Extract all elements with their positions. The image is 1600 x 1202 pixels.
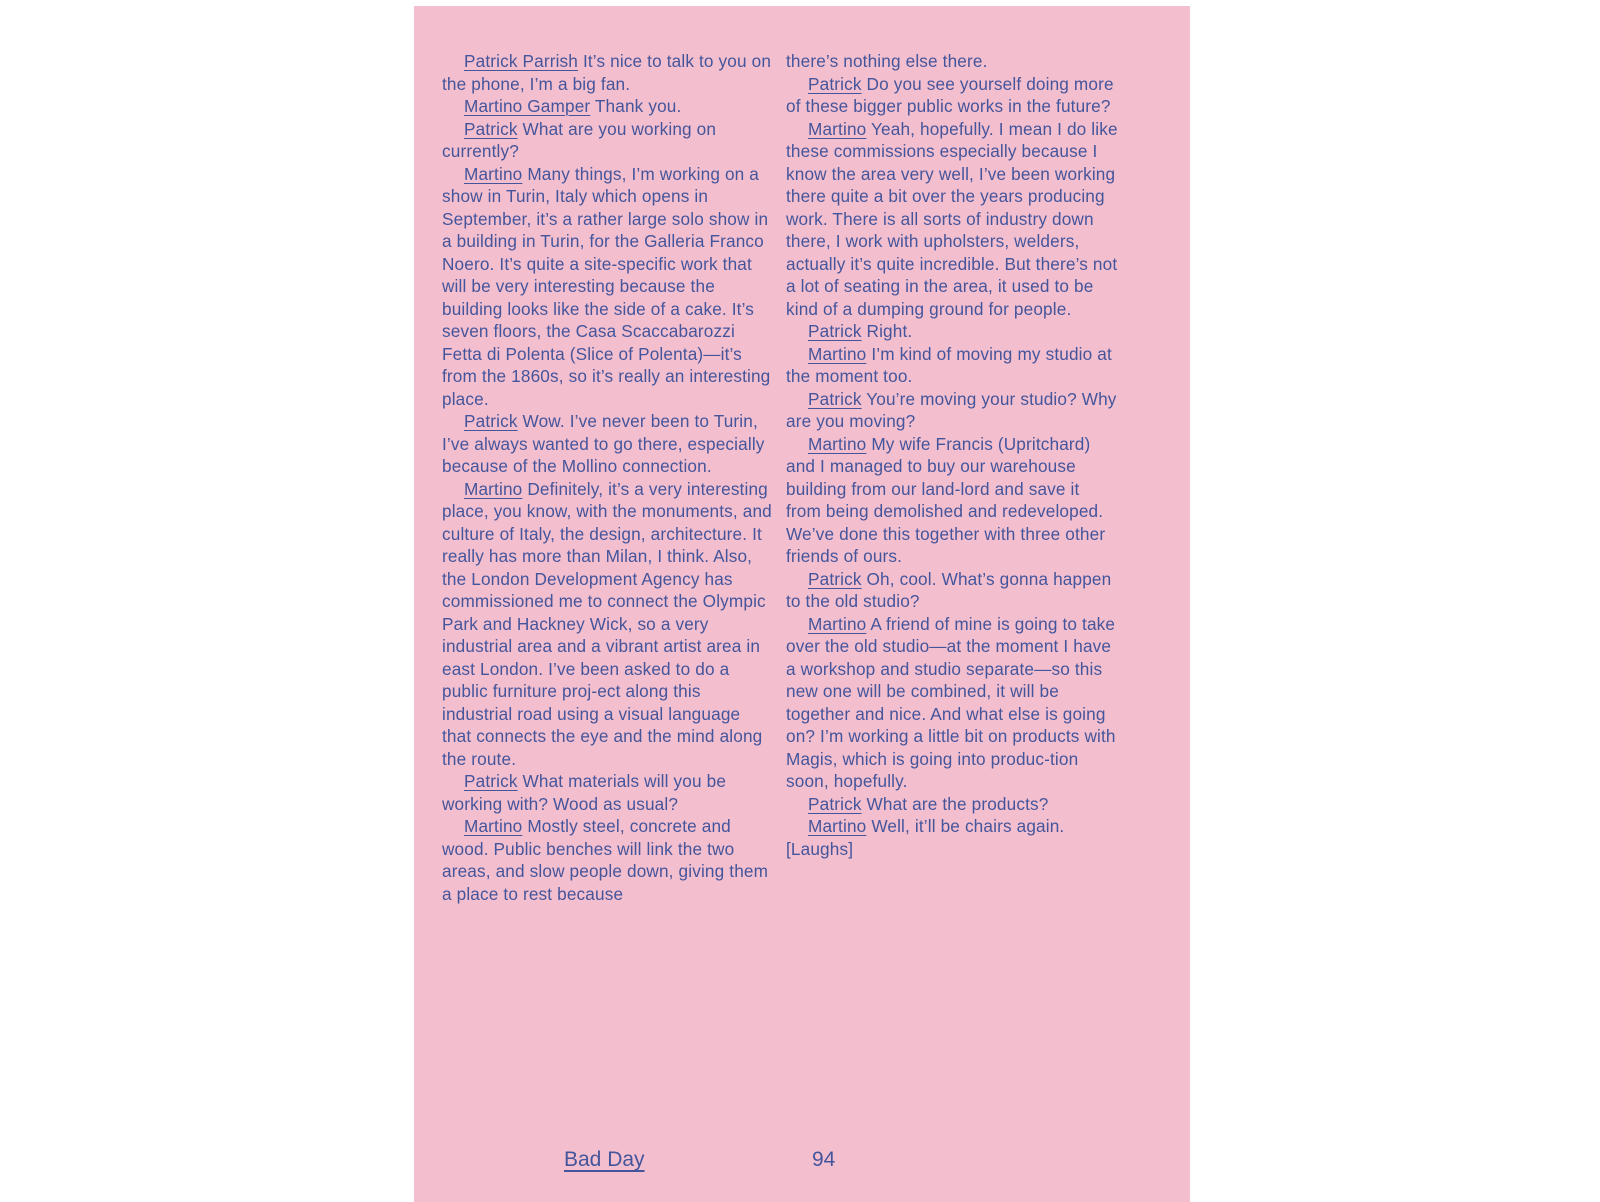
speaker-name: Martino xyxy=(464,163,523,184)
interview-paragraph xyxy=(786,50,1118,73)
speaker-name: Patrick xyxy=(808,568,862,589)
interview-paragraph xyxy=(786,568,1118,613)
speaker-name: Patrick xyxy=(464,411,518,431)
paragraph-text: You’re moving your studio? Why are you moving? xyxy=(786,388,1117,431)
speaker-name: Martino xyxy=(808,613,867,634)
speaker-name: Patrick xyxy=(808,73,862,94)
speaker-name: Martino Gamper xyxy=(464,96,591,116)
paragraph-text: It’s nice to talk to you on the phone, I’m a big fan. xyxy=(442,51,772,94)
paragraph-text: Yeah, hopefully. I mean I do like these commissions especially because I know the area very well, I’ve been working there quite a bit over the years producing work. There is all sorts of industry down there, I work with upholsters, welders, actually it’s quite incredible. But there’s not a lot of seating in the area, it used to be kind of a dumping ground for people. xyxy=(786,118,1118,319)
paragraph-text: My wife Francis (Upritchard) and I managed to buy our warehouse building from our land-lord and save it from being demolished and redeveloped. We’ve done this together with three other friends of ours. xyxy=(786,433,1106,566)
magazine-page xyxy=(414,6,1190,1202)
speaker-name: Patrick xyxy=(808,793,862,814)
speaker-name: Martino xyxy=(808,118,867,139)
interview-paragraph xyxy=(786,343,1118,388)
paragraph-text: A friend of mine is going to take over the old studio—at the moment I have a workshop and studio separate—so this new one will be combined, it will be together and nice. And what else is going on? I’m working a little bit on products with Magis, which is going into produc-tion soon, hopefully. xyxy=(786,613,1116,791)
page-number: 94 xyxy=(812,1148,836,1171)
interview-column-left xyxy=(442,50,774,905)
interview-paragraph xyxy=(442,95,774,118)
interview-paragraph xyxy=(786,73,1118,118)
speaker-name: Martino xyxy=(808,816,867,836)
paragraph-text: What materials will you be working with? Wood as usual? xyxy=(442,771,727,814)
paragraph-text: Mostly steel, concrete and wood. Public benches will link the two areas, and slow people down, giving them a place to rest because xyxy=(442,816,769,904)
paragraph-text: Thank you. xyxy=(594,96,682,116)
paragraph-text: What are you working on currently? xyxy=(442,118,717,161)
paragraph-text: Right. xyxy=(866,321,913,341)
paragraph-text: I’m kind of moving my studio at the moment too. xyxy=(786,343,1112,386)
interview-paragraph xyxy=(442,770,774,815)
paragraph-text: Well, it’ll be chairs again. [Laughs] xyxy=(786,816,1065,859)
interview-paragraph xyxy=(786,320,1118,343)
speaker-name: Martino xyxy=(464,478,523,499)
interview-paragraph xyxy=(786,118,1118,321)
interview-paragraph xyxy=(442,163,774,411)
paragraph-text: Oh, cool. What’s gonna happen to the old studio? xyxy=(786,568,1112,611)
paragraph-text: What are the products? xyxy=(866,793,1049,814)
paragraph-text: there’s nothing else there. xyxy=(786,51,988,71)
interview-paragraph xyxy=(442,410,774,478)
speaker-name: Patrick xyxy=(808,321,862,341)
interview-paragraph xyxy=(786,793,1118,816)
paragraph-text: Wow. I’ve never been to Turin, I’ve always wanted to go there, especially because of the Mollino connection. xyxy=(442,411,765,476)
speaker-name: Martino xyxy=(808,433,867,454)
paragraph-text: Many things, I’m working on a show in Turin, Italy which opens in September, it’s a rather large solo show in a building in Turin, for the Galleria Franco Noero. It’s quite a site-specific work that will be very interesting because the building looks like the side of a cake. It’s seven floors, the Casa Scaccabarozzi Fetta di Polenta (Slice of Polenta)—it’s from the 1860s, so it’s really an interesting place. xyxy=(442,163,771,409)
interview-column-right xyxy=(786,50,1118,860)
speaker-name: Patrick xyxy=(464,118,518,139)
speaker-name: Martino xyxy=(808,343,867,364)
speaker-name: Patrick xyxy=(808,388,862,409)
interview-paragraph xyxy=(786,433,1118,568)
interview-paragraph xyxy=(442,118,774,163)
speaker-name: Patrick Parrish xyxy=(464,51,578,71)
speaker-name: Patrick xyxy=(464,771,518,791)
speaker-name: Martino xyxy=(464,816,523,836)
paragraph-text: Do you see yourself doing more of these bigger public works in the future? xyxy=(786,73,1114,116)
paragraph-text: Definitely, it’s a very interesting place, you know, with the monuments, and culture of Italy, the design, architecture. It really has more than Milan, I think. Also, the London Development Agency has commissioned me to connect the Olympic Park and Hackney Wick, so a very industrial area and a vibrant artist area in east London. I’ve been asked to do a public furniture proj-ect along this industrial road using a visual language that connects the eye and the mind along the route. xyxy=(442,478,772,769)
interview-paragraph xyxy=(786,815,1118,860)
interview-paragraph xyxy=(786,388,1118,433)
interview-paragraph xyxy=(442,50,774,95)
interview-paragraph xyxy=(442,815,774,905)
interview-paragraph xyxy=(786,613,1118,793)
interview-paragraph xyxy=(442,478,774,771)
publication-title: Bad Day xyxy=(564,1148,645,1171)
